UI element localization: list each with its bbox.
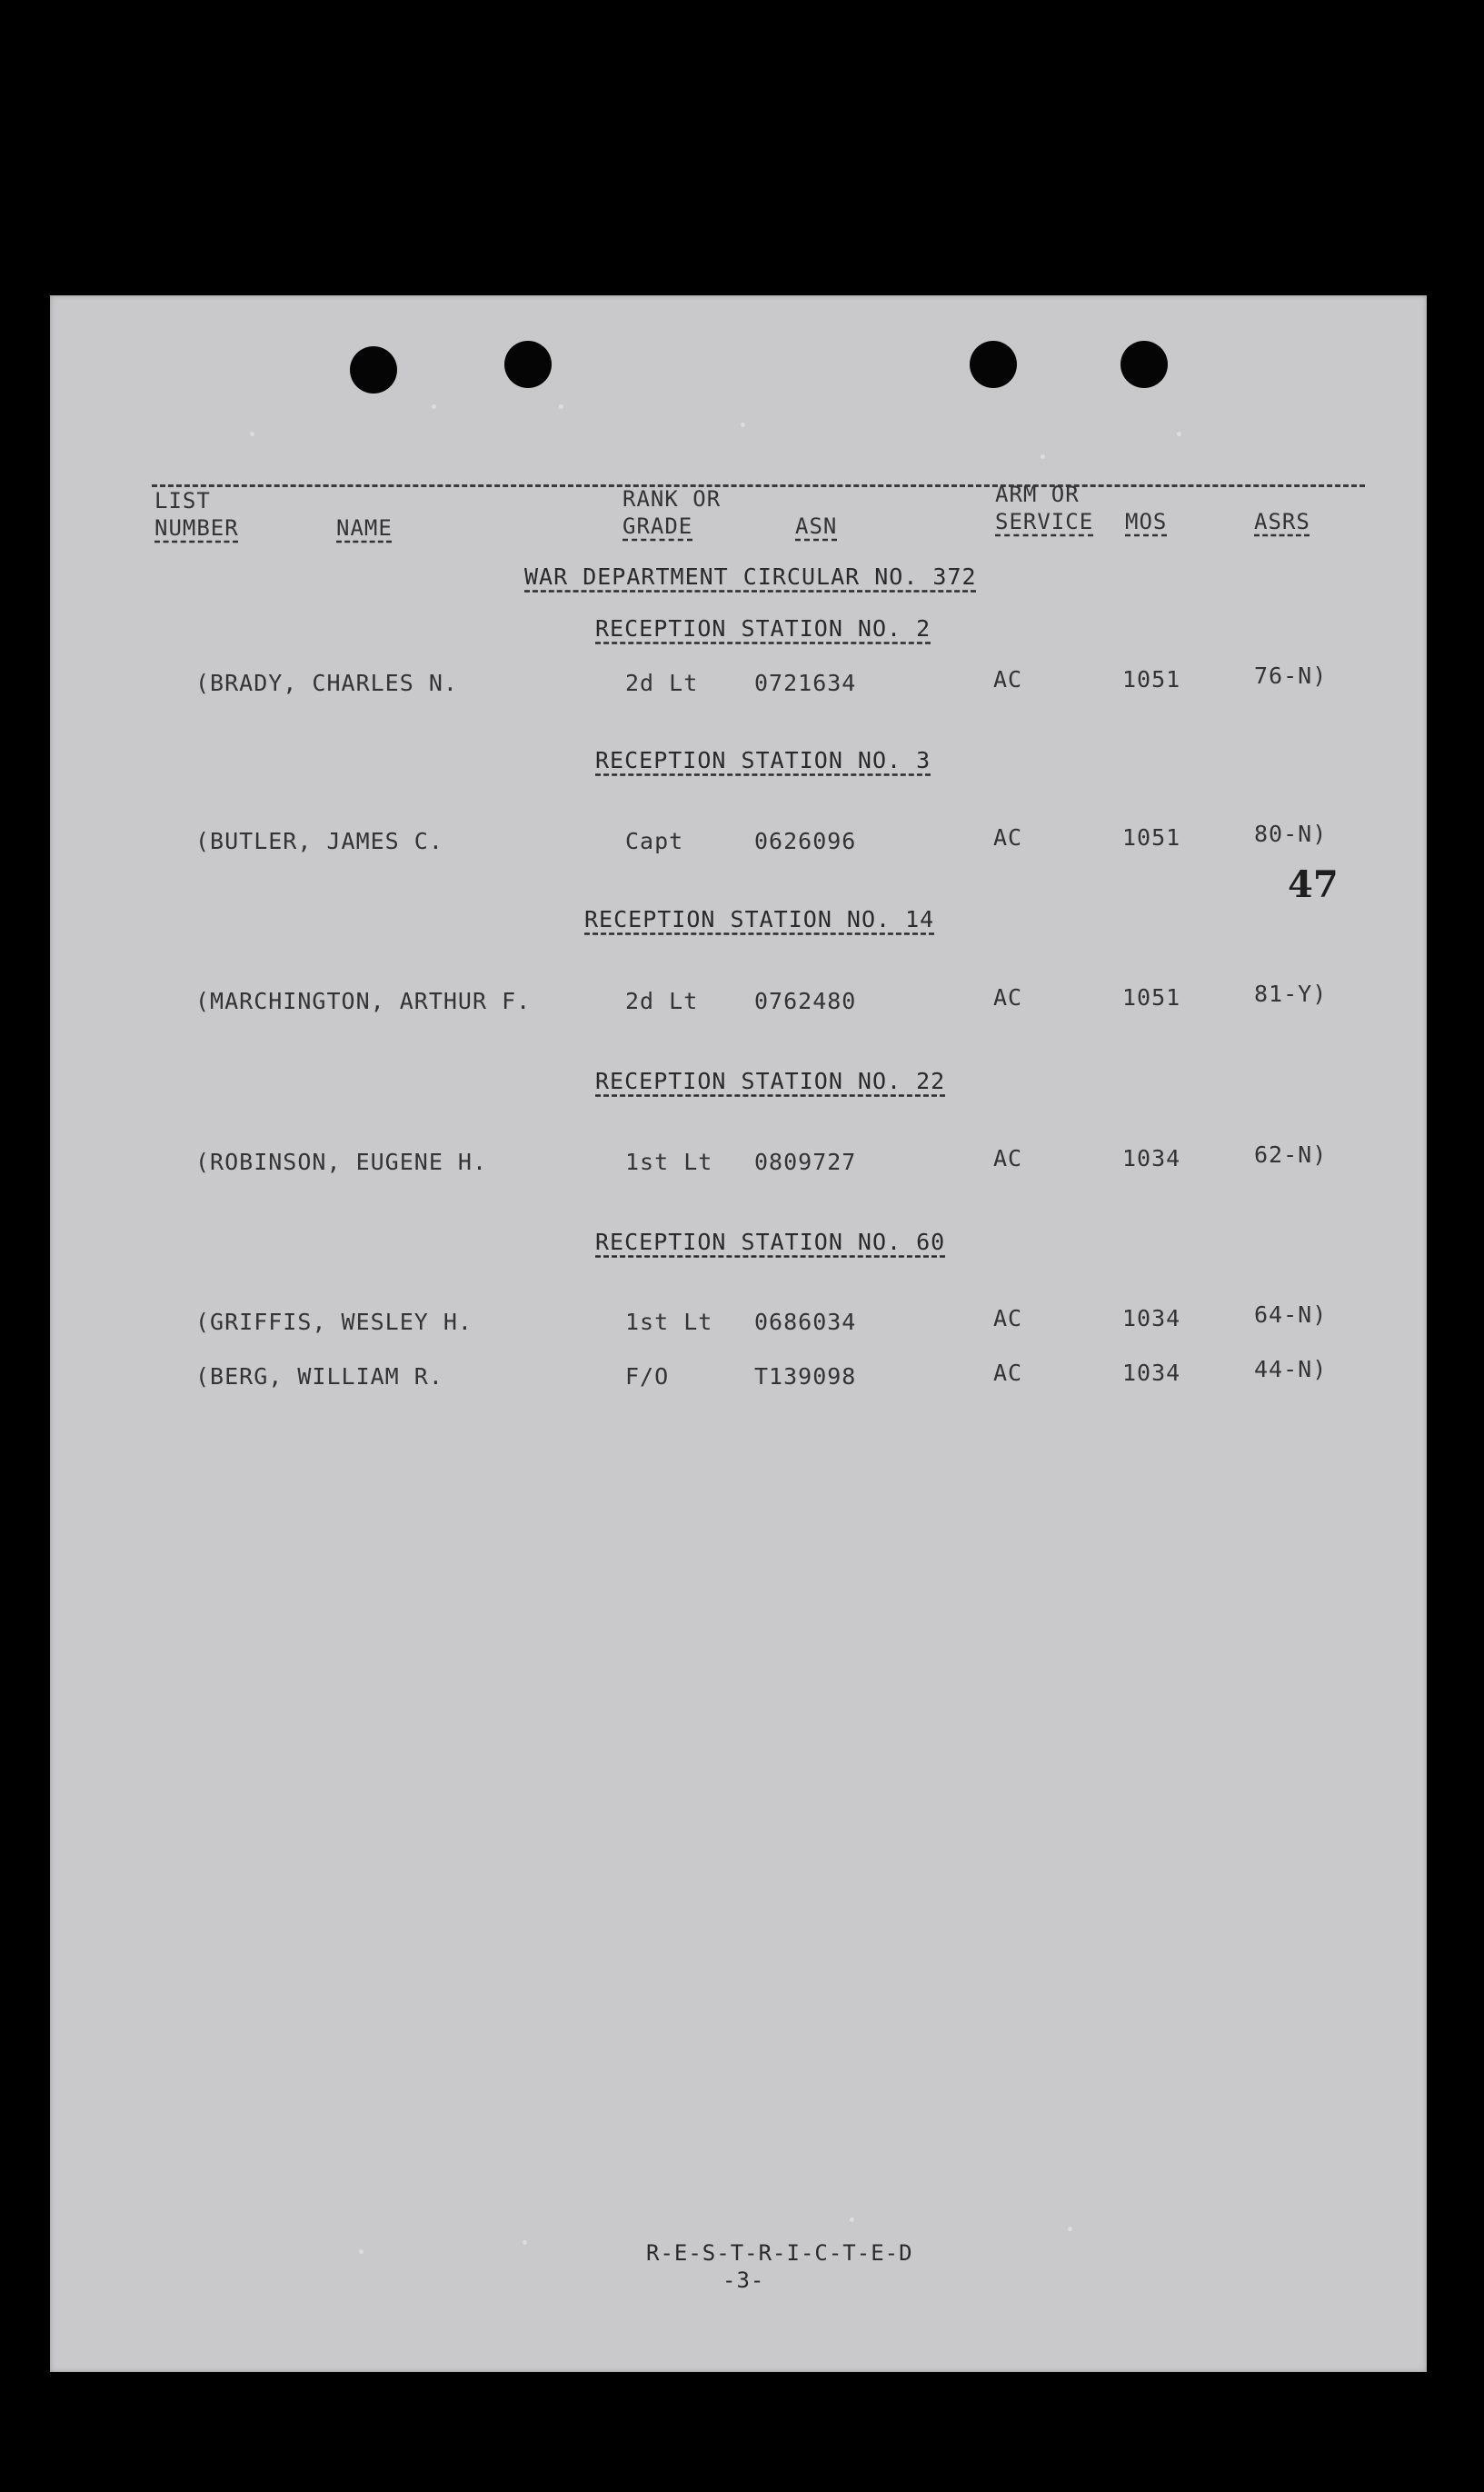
header-arm-label: ARM OR bbox=[995, 482, 1080, 507]
section-title: RECEPTION STATION NO. 2 bbox=[595, 615, 931, 642]
section-title: RECEPTION STATION NO. 22 bbox=[595, 1068, 946, 1094]
row-arm: AC bbox=[993, 666, 1023, 693]
punch-hole bbox=[350, 346, 397, 394]
row-arm: AC bbox=[993, 1305, 1023, 1331]
row-name: (MARCHINGTON, ARTHUR F. bbox=[195, 988, 532, 1014]
row-rank: 2d Lt bbox=[625, 670, 699, 696]
header-number-label: NUMBER bbox=[154, 515, 239, 541]
row-mos: 1034 bbox=[1122, 1360, 1181, 1386]
row-asrs: 62-N) bbox=[1254, 1141, 1328, 1168]
row-asrs: 81-Y) bbox=[1254, 981, 1328, 1007]
section-title: RECEPTION STATION NO. 60 bbox=[595, 1229, 946, 1255]
punch-hole bbox=[504, 341, 552, 388]
row-asrs: 44-N) bbox=[1254, 1356, 1328, 1382]
section-title: RECEPTION STATION NO. 3 bbox=[595, 747, 931, 773]
header-asrs-label: ASRS bbox=[1254, 509, 1310, 534]
header-mos-label: MOS bbox=[1125, 509, 1168, 534]
row-rank: F/O bbox=[625, 1363, 670, 1390]
header-service-label: SERVICE bbox=[995, 509, 1094, 534]
row-name: (BUTLER, JAMES C. bbox=[195, 828, 443, 854]
row-arm: AC bbox=[993, 1145, 1023, 1171]
section-title: RECEPTION STATION NO. 14 bbox=[584, 906, 935, 932]
row-arm: AC bbox=[993, 984, 1023, 1011]
row-mos: 1051 bbox=[1122, 666, 1181, 693]
row-asrs: 64-N) bbox=[1254, 1301, 1328, 1328]
row-name: (ROBINSON, EUGENE H. bbox=[195, 1149, 488, 1175]
row-mos: 1034 bbox=[1122, 1145, 1181, 1171]
document-page bbox=[50, 295, 1427, 2372]
row-asn: 0762480 bbox=[754, 988, 857, 1014]
header-top-rule bbox=[152, 484, 1365, 487]
row-mos: 1051 bbox=[1122, 984, 1181, 1011]
row-name: (BRADY, CHARLES N. bbox=[195, 670, 458, 696]
row-mos: 1051 bbox=[1122, 824, 1181, 851]
row-name: (BERG, WILLIAM R. bbox=[195, 1363, 443, 1390]
header-name-label: NAME bbox=[336, 515, 393, 541]
row-name: (GRIFFIS, WESLEY H. bbox=[195, 1309, 473, 1335]
circular-title: WAR DEPARTMENT CIRCULAR NO. 372 bbox=[524, 563, 977, 590]
row-mos: 1034 bbox=[1122, 1305, 1181, 1331]
row-rank: Capt bbox=[625, 828, 684, 854]
row-asn: 0809727 bbox=[754, 1149, 857, 1175]
row-asn: 0686034 bbox=[754, 1309, 857, 1335]
row-asn: 0626096 bbox=[754, 828, 857, 854]
header-rank-label: RANK OR bbox=[622, 486, 722, 512]
stamped-page-number: 47 bbox=[1288, 863, 1339, 906]
page-number: -3- bbox=[722, 2268, 765, 2293]
header-grade-label: GRADE bbox=[622, 513, 693, 539]
row-rank: 2d Lt bbox=[625, 988, 699, 1014]
row-arm: AC bbox=[993, 1360, 1023, 1386]
row-rank: 1st Lt bbox=[625, 1149, 713, 1175]
row-asrs: 80-N) bbox=[1254, 821, 1328, 847]
row-asn: T139098 bbox=[754, 1363, 857, 1390]
row-asn: 0721634 bbox=[754, 670, 857, 696]
row-asrs: 76-N) bbox=[1254, 663, 1328, 689]
row-rank: 1st Lt bbox=[625, 1309, 713, 1335]
punch-hole bbox=[970, 341, 1017, 388]
header-asn-label: ASN bbox=[795, 513, 838, 539]
row-arm: AC bbox=[993, 824, 1023, 851]
header-list-label: LIST bbox=[154, 488, 211, 513]
classification-footer: R-E-S-T-R-I-C-T-E-D bbox=[646, 2240, 913, 2266]
punch-hole bbox=[1120, 341, 1168, 388]
